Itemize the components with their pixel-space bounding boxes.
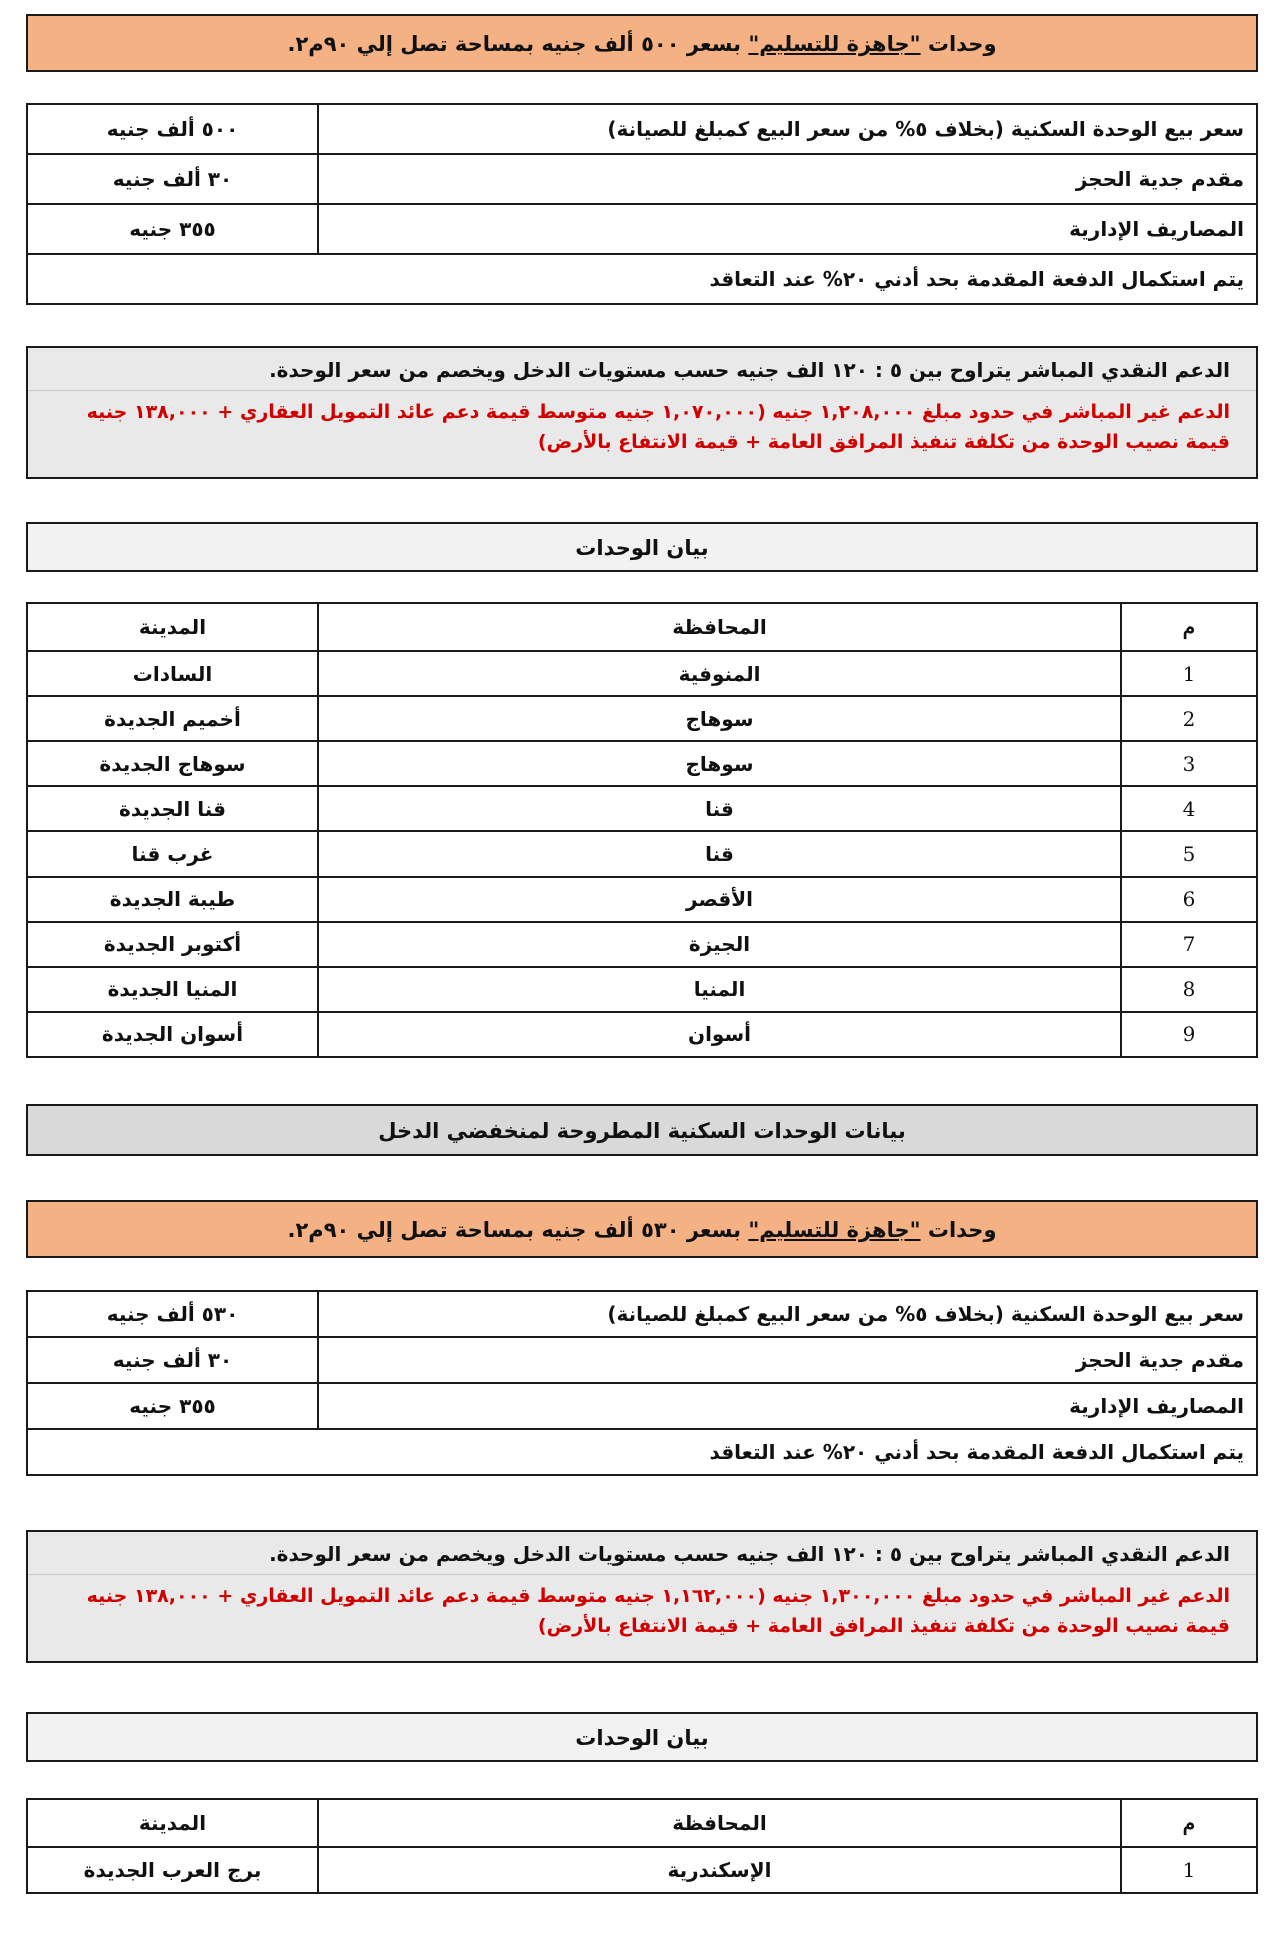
- row-num: 3: [1121, 741, 1257, 786]
- table-row: [27, 786, 1257, 831]
- row-governorate: الجيزة: [318, 922, 1121, 967]
- offer-banner-2: [26, 1200, 1258, 1258]
- price-value: ٣٠ ألف جنيه: [27, 1337, 318, 1383]
- units-header-row: [27, 603, 1257, 651]
- down-payment-row: [27, 1429, 1257, 1475]
- banner-underlined: "جاهزة للتسليم": [748, 32, 921, 56]
- row-num: 2: [1121, 696, 1257, 741]
- price-label: مقدم جدية الحجز: [318, 1337, 1257, 1383]
- row-num: 7: [1121, 922, 1257, 967]
- row-num: 5: [1121, 831, 1257, 876]
- price-label: مقدم جدية الحجز: [318, 154, 1257, 204]
- price-row: [27, 104, 1257, 154]
- table-row: [27, 922, 1257, 967]
- row-num: 1: [1121, 1847, 1257, 1893]
- table-row: [27, 877, 1257, 922]
- row-num: 8: [1121, 967, 1257, 1012]
- row-governorate: الإسكندرية: [318, 1847, 1121, 1893]
- price-label: المصاريف الإدارية: [318, 1383, 1257, 1429]
- price-value: ٣٠ ألف جنيه: [27, 154, 318, 204]
- header-num: م: [1121, 1799, 1257, 1847]
- row-governorate: الأقصر: [318, 877, 1121, 922]
- row-governorate: المنيا: [318, 967, 1121, 1012]
- support-box-2: [26, 1530, 1258, 1663]
- row-city: غرب قنا: [27, 831, 318, 876]
- header-num: م: [1121, 603, 1257, 651]
- down-payment-row: [27, 254, 1257, 304]
- direct-support-text: الدعم النقدي المباشر يتراوح بين ٥ : ١٢٠ الف جنيه حسب مستويات الدخل ويخصم من سعر الوحدة.: [269, 1542, 1230, 1566]
- price-label: المصاريف الإدارية: [318, 204, 1257, 254]
- row-governorate: سوهاج: [318, 741, 1121, 786]
- header-governorate: المحافظة: [318, 603, 1121, 651]
- row-num: 1: [1121, 651, 1257, 696]
- price-row: [27, 1291, 1257, 1337]
- row-governorate: سوهاج: [318, 696, 1121, 741]
- table-row: [27, 831, 1257, 876]
- table-row: [27, 696, 1257, 741]
- direct-support-text: الدعم النقدي المباشر يتراوح بين ٥ : ١٢٠ الف جنيه حسب مستويات الدخل ويخصم من سعر الوحدة.: [269, 358, 1230, 382]
- banner-prefix: وحدات: [920, 32, 997, 56]
- offer-banner-1: [26, 14, 1258, 72]
- table-row: [27, 651, 1257, 696]
- banner-underlined: "جاهزة للتسليم": [748, 1218, 921, 1242]
- row-governorate: أسوان: [318, 1012, 1121, 1057]
- price-table-2: [26, 1290, 1258, 1476]
- price-value: ٥٣٠ ألف جنيه: [27, 1291, 318, 1337]
- down-payment-note: يتم استكمال الدفعة المقدمة بحد أدني ٢٠% عند التعاقد: [27, 254, 1257, 304]
- units-header-row: [27, 1799, 1257, 1847]
- table-row: [27, 1847, 1257, 1893]
- units-title-text: بيان الوحدات: [575, 536, 709, 560]
- units-title-1: [26, 522, 1258, 572]
- header-city: المدينة: [27, 1799, 318, 1847]
- price-table-1: [26, 103, 1258, 303]
- row-num: 6: [1121, 877, 1257, 922]
- price-row: [27, 1383, 1257, 1429]
- banner-prefix: وحدات: [920, 1218, 997, 1242]
- row-city: أخميم الجديدة: [27, 696, 318, 741]
- price-value: ٣٥٥ جنيه: [27, 204, 318, 254]
- units-title-2: [26, 1712, 1258, 1762]
- row-city: أسوان الجديدة: [27, 1012, 318, 1057]
- row-num: 4: [1121, 786, 1257, 831]
- indirect-support-line2: قيمة نصيب الوحدة من تكلفة تنفيذ المرافق العامة + قيمة الانتفاع بالأرض): [537, 431, 1230, 453]
- banner-suffix: بسعر ٥٣٠ ألف جنيه بمساحة تصل إلي ٩٠م٢.: [287, 1218, 749, 1242]
- row-governorate: قنا: [318, 786, 1121, 831]
- units-table-1: [26, 602, 1258, 1058]
- row-city: برج العرب الجديدة: [27, 1847, 318, 1893]
- header-city: المدينة: [27, 603, 318, 651]
- row-city: قنا الجديدة: [27, 786, 318, 831]
- row-city: أكتوبر الجديدة: [27, 922, 318, 967]
- row-city: طيبة الجديدة: [27, 877, 318, 922]
- units-table-2: [26, 1798, 1258, 1892]
- header-governorate: المحافظة: [318, 1799, 1121, 1847]
- row-governorate: قنا: [318, 831, 1121, 876]
- price-row: [27, 1337, 1257, 1383]
- price-label: سعر بيع الوحدة السكنية (بخلاف ٥% من سعر البيع كمبلغ للصيانة): [318, 104, 1257, 154]
- row-city: سوهاج الجديدة: [27, 741, 318, 786]
- price-value: ٥٠٠ ألف جنيه: [27, 104, 318, 154]
- indirect-support-line2: قيمة نصيب الوحدة من تكلفة تنفيذ المرافق العامة + قيمة الانتفاع بالأرض): [537, 1615, 1230, 1637]
- table-row: [27, 967, 1257, 1012]
- price-value: ٣٥٥ جنيه: [27, 1383, 318, 1429]
- table-row: [27, 741, 1257, 786]
- units-title-text: بيان الوحدات: [575, 1726, 709, 1750]
- row-num: 9: [1121, 1012, 1257, 1057]
- indirect-support-line1: الدعم غير المباشر في حدود مبلغ ١,٣٠٠,٠٠٠ جنيه (١,١٦٢,٠٠٠ جنيه متوسط قيمة دعم عائد التمويل العقاري + ١٣٨,٠٠٠ جنيه: [86, 1585, 1230, 1607]
- table-row: [27, 1012, 1257, 1057]
- indirect-support-line1: الدعم غير المباشر في حدود مبلغ ١,٢٠٨,٠٠٠ جنيه (١,٠٧٠,٠٠٠ جنيه متوسط قيمة دعم عائد التمويل العقاري + ١٣٨,٠٠٠ جنيه: [86, 401, 1230, 423]
- price-row: [27, 204, 1257, 254]
- down-payment-note: يتم استكمال الدفعة المقدمة بحد أدني ٢٠% عند التعاقد: [27, 1429, 1257, 1475]
- support-box-1: [26, 346, 1258, 479]
- section-title-text: بيانات الوحدات السكنية المطروحة لمنخفضي الدخل: [378, 1119, 906, 1143]
- row-city: السادات: [27, 651, 318, 696]
- row-city: المنيا الجديدة: [27, 967, 318, 1012]
- price-label: سعر بيع الوحدة السكنية (بخلاف ٥% من سعر البيع كمبلغ للصيانة): [318, 1291, 1257, 1337]
- price-row: [27, 154, 1257, 204]
- banner-suffix: بسعر ٥٠٠ ألف جنيه بمساحة تصل إلي ٩٠م٢.: [287, 32, 749, 56]
- section-title: [26, 1104, 1258, 1156]
- row-governorate: المنوفية: [318, 651, 1121, 696]
